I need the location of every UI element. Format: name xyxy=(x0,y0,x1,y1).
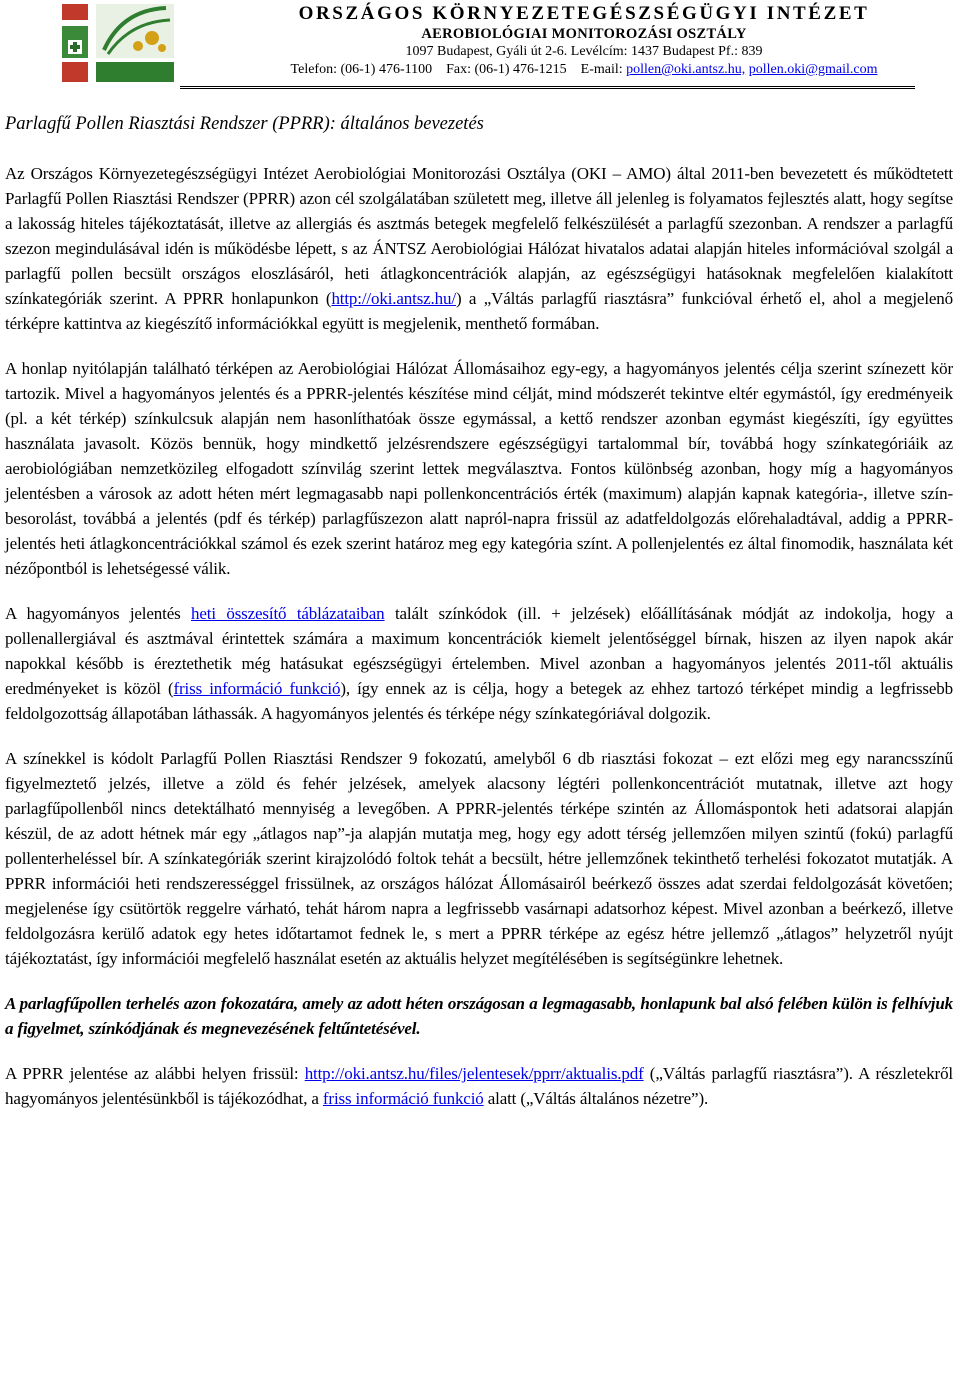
weekly-summary-tables-link[interactable]: heti összesítő táblázataiban xyxy=(191,604,385,623)
institute-logo xyxy=(56,0,180,86)
institute-name: ORSZÁGOS KÖRNYEZETEGÉSZSÉGÜGYI INTÉZET xyxy=(298,3,870,24)
paragraph-alert-levels: A színekkel is kódolt Parlagfű Pollen Riasztási Rendszer 9 fokozatú, amelyből 6 db riasztási fokozat – ezt előzi meg egy narancsszínű figyelmeztető jelzés, illetve a zöld és fehér jelzések, amelyek alacsony légtéri pollenkoncentrációt mutatnak, illetve azt hogy parlagfűpollenből nincs detektálható mennyiség a levegőben. A PPRR-jelentés térképe szintén az Állomáspontok heti adatsorai alapján készül, de az adott hétnek már egy „átlagos nap”-ja alapján mutatja meg, hogy egy adott térség jellemzően milyen szintű (fokú) parlagfű pollenterheléssel bír. A színkategóriák szerint kirajzolódó foltok tehát a becsült, hétre jellemzőnek tekinthető terhelési fokozatot mutatják. A PPRR információi heti rendszerességgel frissülnek, az országos hálózat Állomásairól beérkező összes adat szerdai feldolgozását követően; megjelenése így csütörtök reggelre várható, tehát három napra a legfrissebb vasárnapi adatsorhoz képest. Mivel azonban a beérkező, illetve feldolgozásra kerülő adatok egy hetes időtartamot fednek le, s mert a PPRR térképe az egész hétre jellemző „átlagos” helyzetről nyújt tájékoztatást, így információi megfelelő használat esetén az aktuális helyzet megítélésében is segítségünkre lehetnek. xyxy=(5,749,953,968)
fresh-info-link-bottom[interactable]: friss információ funkció xyxy=(322,1089,484,1108)
fresh-info-link[interactable]: friss információ funkció xyxy=(173,679,341,698)
paragraph-traditional-report xyxy=(5,601,953,726)
paragraph-intro xyxy=(5,161,953,336)
paragraph-highlight: A parlagfűpollen terhelés azon fokozatára, amely az adott héten országosan a legmagasabb, honlapunk bal alsó felében külön is felhívjuk a figyelmet, színkódjának és megnevezésének feltűntetésével. xyxy=(5,994,953,1038)
email-link-primary[interactable]: pollen@oki.antsz.hu, xyxy=(626,62,746,77)
homepage-link[interactable]: http://oki.antsz.hu/ xyxy=(331,289,456,308)
letterhead xyxy=(0,0,960,88)
paragraph-traditional-text-2: talált színkódok (ill. + jelzések) előállításának módját az indokolja, hogy a pollenallergiával és asztmával érintettek számára a maximum koncentrációk kiemelt jelentőséggel bírnak, hiszen az ilyen napok akár napokkal később is éreztethetik még hatásukat egészségügyi értelemben. Mivel azonban a hagyományos jelentés 2011-től aktuális eredményeket is közöl ( xyxy=(5,604,954,698)
logo-crest-left xyxy=(62,4,88,58)
email-label: E-mail: xyxy=(580,62,623,77)
paragraph-intro-text-2: ) a „Váltás parlagfű riasztásra” funkcióval érhető el, ahol a megjelenő térképre kattintva az kiegészítő információkkal együtt is megjelenik, menthető formában. xyxy=(5,289,953,333)
header-divider-lower xyxy=(180,88,915,89)
fax-number: Fax: (06-1) 476-1215 xyxy=(446,62,567,77)
paragraph-traditional-text-1: A hagyományos jelentés xyxy=(5,604,192,623)
paragraph-update-text-2: („Váltás parlagfű riasztásra”). A részletekről hagyományos jelentésünkből is tájékozódhat, a xyxy=(5,1064,953,1108)
paragraph-traditional-text-3: ), így ennek az is célja, hogy a betegek az ehhez tartozó térképet mindig a legfrissebb feldolgozottság állapotában láthassák. A hagyományos jelentés és térképe négy színkategóriával dolgozik. xyxy=(5,679,953,723)
contact-line xyxy=(234,61,934,79)
paragraph-update-text-1: A PPRR jelentése az alábbi helyen frissül: xyxy=(5,1064,305,1083)
department-name: AEROBIOLÓGIAI MONITOROZÁSI OSZTÁLY xyxy=(421,26,747,42)
paragraph-update-location xyxy=(5,1061,953,1111)
paragraph-map-comparison: A honlap nyitólapján található térképen az Aerobiológiai Hálózat Állomásaihoz egy-egy, a hagyományos jelentés célja szerint színezett kör tartozik. Mivel a hagyományos jelentés és a PPRR-jelentés készítése mind célját, mind módszerét tekintve eltér egymástól, így eredményeik (pl. a két térkép) színkulcsuk alapján nem hasonlíthatóak össze egymással, a kettő rendszer azonban egymást kiegészíti, így együttes használata javasolt. Közös bennük, hogy mindkettő jelzésrendszere egészségügyi tartalommal bír, továbbá hogy színkategóriáik az aerobiológiában nemzetközileg elfogadott színvilág szerint lettek megválasztva. Fontos különbség azonban, hogy míg a hagyományos jelentésben a városok az adott héten mért legmagasabb napi pollenkoncentrációs érték (maximum) alapján kapnak kategória-, illetve szín-besorolást, továbbá a jelentés (pdf és térkép) parlagfűszezon alatt napról-napra frissül az adatfeldolgozás előrehaladtával, addig a PPRR-jelentés heti átlagkoncentrációkkal számol és ezek szerint határoz meg egy kategória színt. A pollenjelentés ez által finomodik, használata két nézőpontból is lehetségessé válik. xyxy=(5,359,953,578)
document-body xyxy=(5,161,953,1131)
document-title: Parlagfű Pollen Riasztási Rendszer (PPRR): általános bevezetés xyxy=(5,114,484,134)
paragraph-intro-text-1: Az Országos Környezetegészségügyi Intézet Aerobiológiai Monitorozási Osztálya (OKI – AMO) által 2011-ben bevezetett és működtetett Parlagfű Pollen Riasztási Rendszer (PPRR) azon cél szolgálatában született meg, illetve áll jelenleg is folyamatos fejlesztés alatt, hogy segítse a lakosság hiteles tájékoztatását, illetve az allergiás és asztmás betegek megfelelő felkészülését a parlagfű szezonban. A rendszer a parlagfű szezon megindulásával idén is működésbe lépett, s az ÁNTSZ Aerobiológiai Hálózat hivatalos adatai alapján hiteles információval szolgál a parlagfű pollen becsült országos eloszlásáról, heti átlagkoncentrációk alapján, az egészségügyi hatásoknak megfelelően kialakított színkategóriák szerint. A PPRR honlapunkon ( xyxy=(5,164,953,308)
pprr-pdf-link[interactable]: http://oki.antsz.hu/files/jelentesek/pprr/aktualis.pdf xyxy=(304,1064,644,1083)
email-link-secondary[interactable]: pollen.oki@gmail.com xyxy=(748,62,878,77)
postal-address: 1097 Budapest, Gyáli út 2-6. Levélcím: 1437 Budapest Pf.: 839 xyxy=(405,44,763,59)
header-divider xyxy=(180,86,915,87)
letterhead-text xyxy=(234,0,934,79)
phone-number: Telefon: (06-1) 476-1100 xyxy=(290,62,433,77)
paragraph-update-text-3: alatt („Váltás általános nézetre”). xyxy=(483,1089,709,1108)
